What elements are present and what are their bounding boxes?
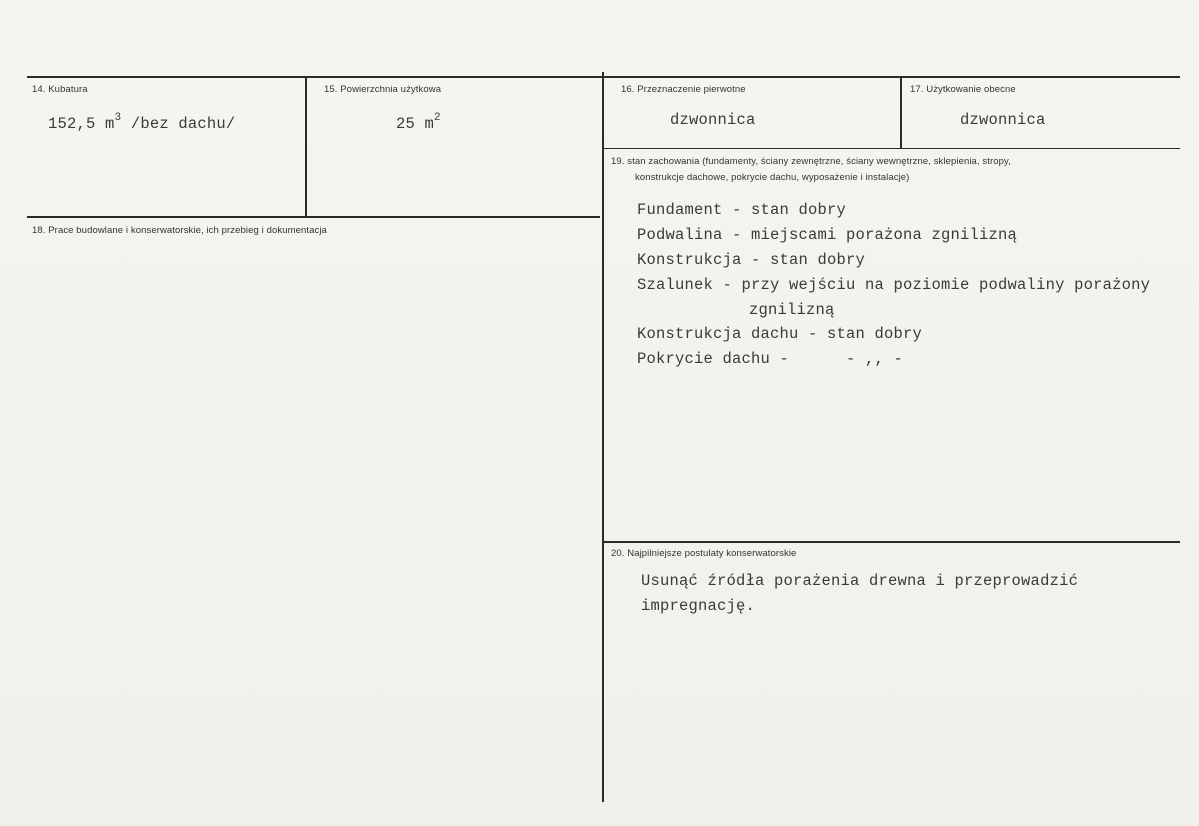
field-17-value: dzwonnica [960,111,1046,129]
rule-left-row1-bottom [27,216,600,218]
rule-right-row1-bottom [604,148,1180,149]
field-15-label: 15. Powierzchnia użytkowa [324,84,442,95]
field-14-label: 14. Kubatura [32,84,88,95]
field-17-label: 17. Użytkowanie obecne [910,84,1016,95]
divider-14-15 [305,77,307,217]
field-19-label-line2: konstrukcje dachowe, pokrycie dachu, wyposażenie i instalacje) [635,172,910,183]
field-20-line: Usunąć źródła porażenia drewna i przeprowadzić [641,572,1079,590]
field-15-value-exponent: 2 [434,112,441,124]
field-14-value-note: /bez dachu/ [121,115,236,134]
field-19-line: Szalunek - przy wejściu na poziomie podwaliny porażony [637,276,1151,294]
field-20-line: impregnację. [641,597,756,615]
field-18-label: 18. Prace budowlane i konserwatorskie, ich przebieg i dokumentacja [32,225,327,236]
field-19-line: Podwalina - miejscami porażona zgnilizną [637,226,1018,244]
field-19-line: Pokrycie dachu - - ,, - [637,350,904,368]
field-14-value-main: 152,5 m [48,115,115,134]
field-15-value-main: 25 m [396,115,435,134]
field-19-line: Fundament - stan dobry [637,201,847,219]
field-16-value: dzwonnica [670,111,756,129]
divider-main [602,72,604,802]
field-19-line: Konstrukcja dachu - stan dobry [637,325,923,343]
field-19-line: zgnilizną [749,301,835,319]
field-14-value-exponent: 3 [114,112,122,124]
rule-field20-top [604,541,1180,543]
field-15-value [396,114,441,133]
field-14-value [48,114,235,133]
field-19-label-line1: 19. stan zachowania (fundamenty, ściany zewnętrzne, ściany wewnętrzne, sklepienia, stropy, [611,156,1011,167]
divider-16-17 [900,77,902,149]
field-19-line: Konstrukcja - stan dobry [637,251,866,269]
field-20-label: 20. Najpilniejsze postulaty konserwatorskie [611,548,797,559]
field-16-label: 16. Przeznaczenie pierwotne [621,84,746,95]
